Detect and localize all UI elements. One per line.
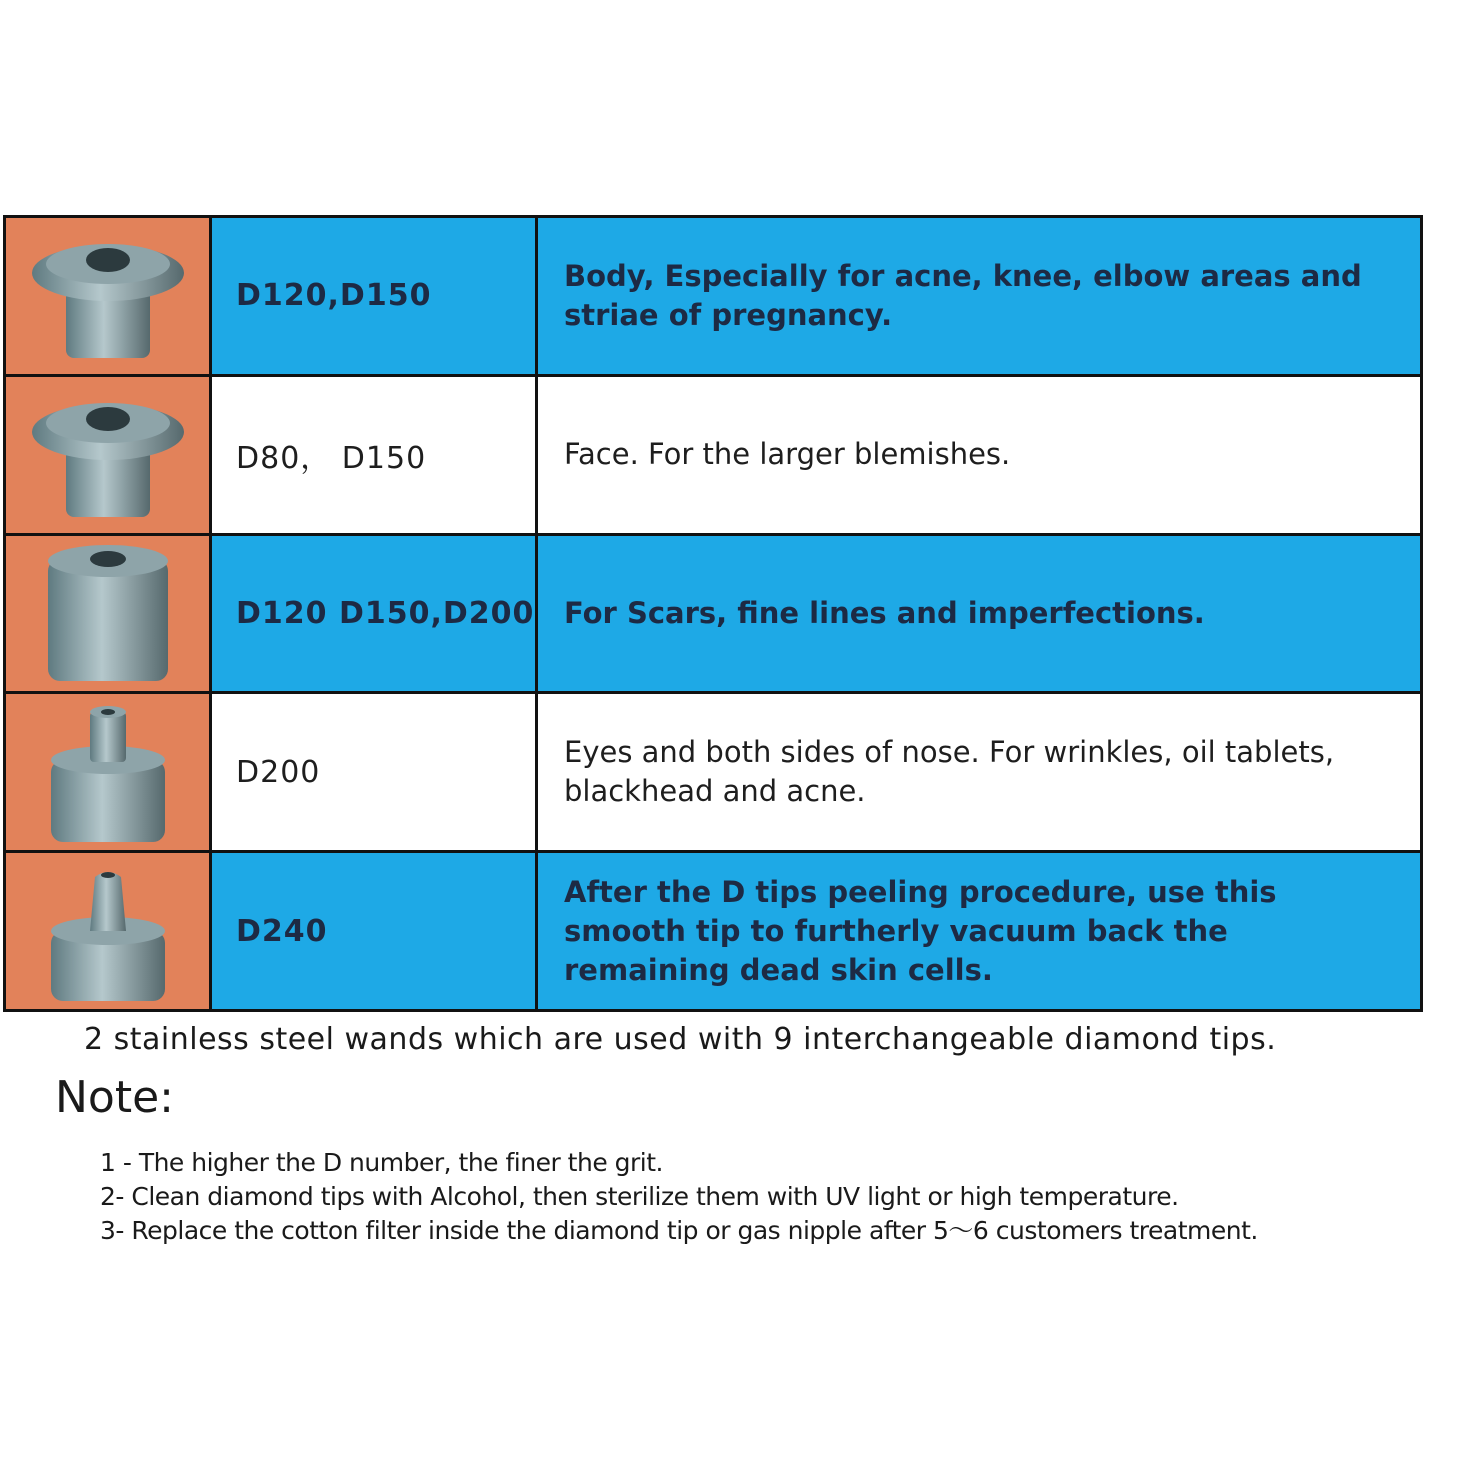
tip-image-cell	[6, 218, 209, 374]
note-list	[100, 1146, 1258, 1248]
tip-code: D120,D150	[212, 218, 535, 374]
tip-code: D240	[212, 853, 535, 1009]
tip-code: D120 D150,D200	[212, 536, 535, 692]
tip-description: Face. For the larger blemishes.	[538, 377, 1420, 533]
tip-description: For Scars, fine lines and imperfections.	[538, 536, 1420, 692]
nipple-tip-icon	[43, 700, 173, 845]
diamond-tip-table	[3, 215, 1423, 1012]
tip-image-cell	[6, 694, 209, 850]
tip-code: D200	[212, 694, 535, 850]
cone-tip-icon	[43, 859, 173, 1004]
tip-image-cell	[6, 853, 209, 1009]
tip-description: Body, Especially for acne, knee, elbow areas and striae of pregnancy.	[538, 218, 1420, 374]
flared-tip-icon	[28, 228, 188, 363]
table-caption: 2 stainless steel wands which are used with 9 interchangeable diamond tips.	[84, 1022, 1277, 1057]
note-title: Note:	[55, 1072, 174, 1123]
note-item: 1 - The higher the D number, the finer the grit.	[100, 1148, 663, 1177]
tip-description: Eyes and both sides of nose. For wrinkles, oil tablets, blackhead and acne.	[538, 694, 1420, 850]
tip-description: After the D tips peeling procedure, use this smooth tip to furtherly vacuum back the remaining dead skin cells.	[538, 853, 1420, 1009]
flared-tip-icon	[28, 387, 188, 522]
cylinder-tip-icon	[38, 541, 178, 686]
tip-image-cell	[6, 377, 209, 533]
tip-code: D80， D150	[212, 377, 535, 533]
note-item: 2- Clean diamond tips with Alcohol, then sterilize them with UV light or high temperature.	[100, 1182, 1179, 1211]
note-item: 3- Replace the cotton filter inside the diamond tip or gas nipple after 5～6 customers treatment.	[100, 1216, 1258, 1245]
tip-image-cell	[6, 536, 209, 692]
